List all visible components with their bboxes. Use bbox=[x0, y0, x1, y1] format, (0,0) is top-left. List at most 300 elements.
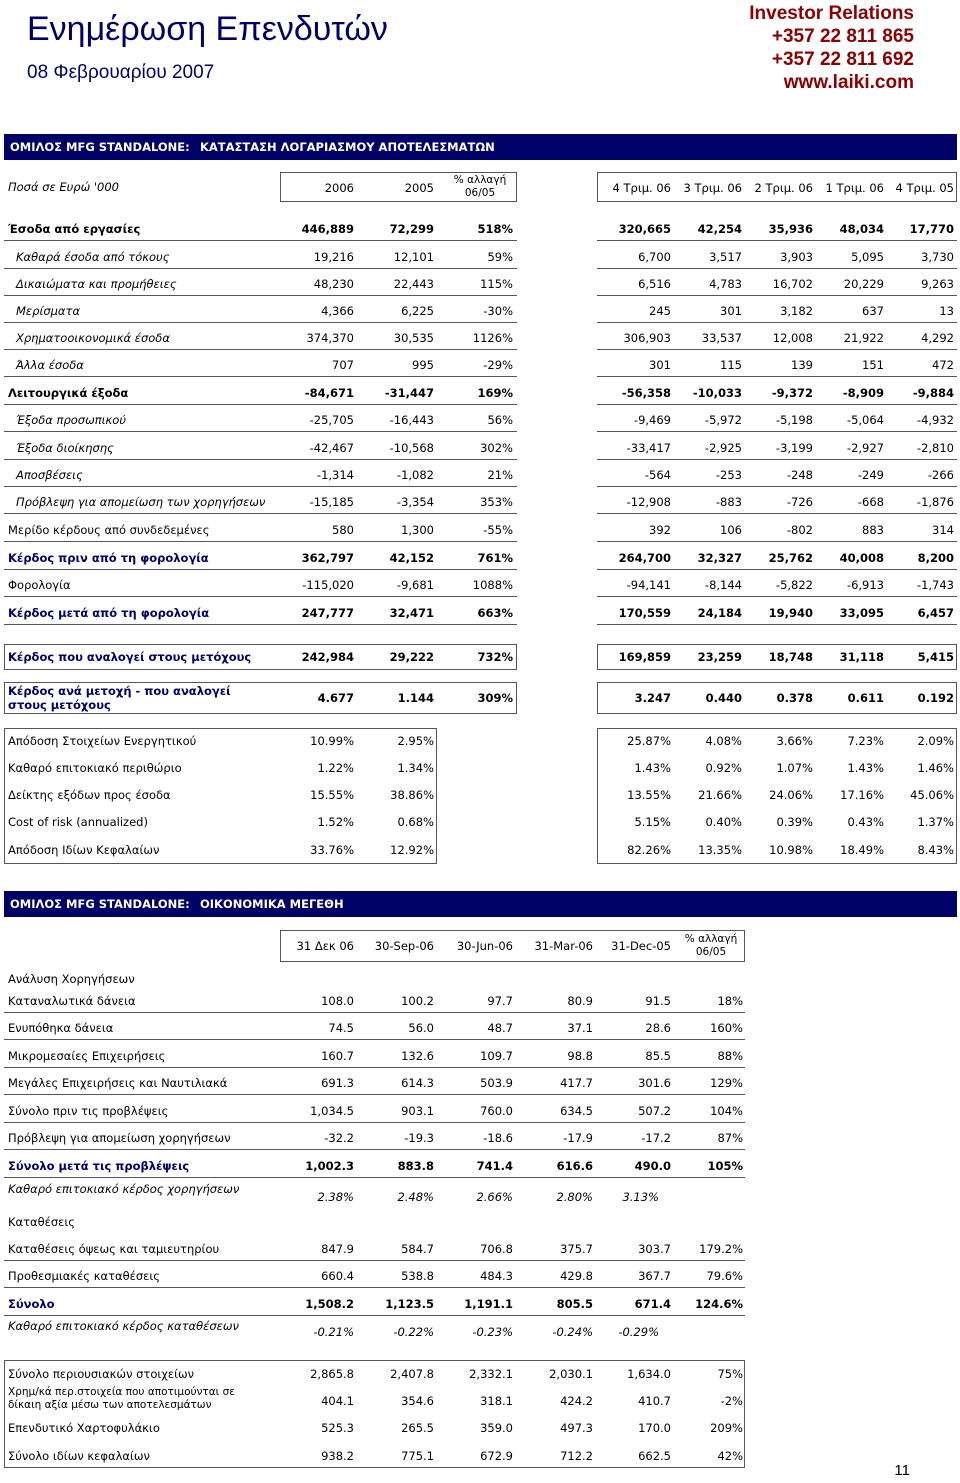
row-separator bbox=[4, 541, 517, 542]
bs-cell: 56.0 bbox=[408, 1021, 434, 1035]
attr-cell: 31,118 bbox=[839, 650, 884, 664]
bs-cell: 109.7 bbox=[480, 1049, 513, 1063]
row-separator bbox=[4, 1287, 745, 1288]
pl-cell: -883 bbox=[715, 495, 742, 509]
attr-row-label: Κέρδος που αναλογεί στους μετόχους bbox=[8, 650, 252, 664]
bs-cell: 367.7 bbox=[638, 1269, 671, 1283]
bs-cell: 760.0 bbox=[480, 1104, 513, 1118]
bs-cell: 91.5 bbox=[645, 994, 671, 1008]
ratio-cell: 8.43% bbox=[917, 843, 954, 857]
bs-col-header: 30-Sep-06 bbox=[374, 939, 434, 953]
ratio-cell: 3.66% bbox=[776, 734, 813, 748]
ratio-cell: 33.76% bbox=[310, 843, 354, 857]
ratio-cell: 82.26% bbox=[627, 843, 671, 857]
bs-other-label: Σύνολο περιουσιακών στοιχείων bbox=[8, 1367, 195, 1381]
col-header: 2005 bbox=[404, 181, 434, 195]
pl-cell: 580 bbox=[332, 523, 354, 537]
bs-other-cell: 672.9 bbox=[480, 1449, 513, 1463]
pl-cell: -5,198 bbox=[775, 413, 813, 427]
ratio-cell: 2.09% bbox=[917, 734, 954, 748]
ratio-cell: 1.52% bbox=[317, 815, 354, 829]
pl-cell: 1126% bbox=[472, 331, 513, 345]
pl-cell: 35,936 bbox=[768, 222, 813, 236]
bs-col-header-change: % αλλαγή 06/05 bbox=[684, 933, 738, 958]
bs-row-label: Ενυπόθηκα δάνεια bbox=[8, 1021, 114, 1035]
bs-other-cell: 662.5 bbox=[638, 1449, 671, 1463]
col-header: 4 Τριμ. 05 bbox=[895, 181, 954, 195]
ratio-cell: 1.34% bbox=[397, 761, 434, 775]
ratio-cell: 15.55% bbox=[310, 788, 354, 802]
row-separator bbox=[4, 596, 517, 597]
eps-cell: 309% bbox=[477, 691, 513, 705]
pl-row-label: Φορολογία bbox=[8, 578, 71, 592]
loan-margin-cell: 2.66% bbox=[476, 1190, 513, 1204]
pl-cell: 106 bbox=[720, 523, 742, 537]
ratio-cell: 1.43% bbox=[847, 761, 884, 775]
bs-cell: 104% bbox=[710, 1104, 743, 1118]
pl-cell: 707 bbox=[332, 358, 354, 372]
bs-row-label: Σύνολο bbox=[8, 1297, 55, 1311]
pl-cell: -16,443 bbox=[389, 413, 434, 427]
bs-cell: 160% bbox=[710, 1021, 743, 1035]
pl-cell: 761% bbox=[477, 551, 513, 565]
bs-other-cell: 1,634.0 bbox=[627, 1367, 671, 1381]
bs-cell: 18% bbox=[717, 994, 743, 1008]
bs-cell: 88% bbox=[717, 1049, 743, 1063]
col-header: 2 Τριμ. 06 bbox=[754, 181, 813, 195]
pl-cell: -249 bbox=[857, 468, 884, 482]
bs-cell: 87% bbox=[717, 1131, 743, 1145]
bs-cell: 847.9 bbox=[321, 1242, 354, 1256]
pl-cell: -94,141 bbox=[626, 578, 671, 592]
row-separator bbox=[597, 322, 957, 323]
pl-cell: 1,300 bbox=[401, 523, 434, 537]
pl-cell: 13 bbox=[939, 304, 954, 318]
bs-cell: 74.5 bbox=[328, 1021, 354, 1035]
pl-cell: 33,537 bbox=[701, 331, 742, 345]
bs-cell: 584.7 bbox=[401, 1242, 434, 1256]
ratio-cell: 13.55% bbox=[627, 788, 671, 802]
pl-cell: -266 bbox=[927, 468, 954, 482]
pl-cell: 12,008 bbox=[772, 331, 813, 345]
row-separator bbox=[4, 459, 517, 460]
pl-cell: 19,940 bbox=[768, 606, 813, 620]
pl-row-label: Μερίδο κέρδους από συνδεδεμένες bbox=[8, 523, 210, 537]
pl-cell: -42,467 bbox=[309, 441, 354, 455]
pl-cell: -55% bbox=[483, 523, 513, 537]
row-separator bbox=[4, 376, 517, 377]
ratio-cell: 10.99% bbox=[310, 734, 354, 748]
row-separator bbox=[597, 596, 957, 597]
bs-cell: 28.6 bbox=[645, 1021, 671, 1035]
pl-cell: -15,185 bbox=[309, 495, 354, 509]
pl-cell: 21,922 bbox=[843, 331, 884, 345]
eps-cell: 0.440 bbox=[705, 691, 742, 705]
bs-cell: -18.6 bbox=[483, 1131, 513, 1145]
bs-cell: -32.2 bbox=[324, 1131, 354, 1145]
pl-cell: 320,665 bbox=[618, 222, 671, 236]
pl-cell: 264,700 bbox=[618, 551, 671, 565]
row-separator bbox=[597, 541, 957, 542]
pl-cell: -8,909 bbox=[842, 386, 884, 400]
ratio-cell: 1.22% bbox=[317, 761, 354, 775]
pl-cell: 6,516 bbox=[638, 277, 671, 291]
bs-other-cell: 525.3 bbox=[321, 1421, 354, 1435]
row-separator bbox=[4, 431, 517, 432]
bs-cell: 883.8 bbox=[397, 1159, 434, 1173]
bs-cell: 303.7 bbox=[638, 1242, 671, 1256]
row-separator bbox=[4, 1177, 745, 1178]
page-title: Ενημέρωση Επενδυτών bbox=[27, 10, 388, 48]
pl-cell: 139 bbox=[791, 358, 813, 372]
pl-cell: 245 bbox=[649, 304, 671, 318]
pl-cell: -25,705 bbox=[309, 413, 354, 427]
row-separator bbox=[4, 1122, 745, 1123]
page-number: 11 bbox=[894, 1462, 910, 1479]
bs-cell: 671.4 bbox=[634, 1297, 671, 1311]
section-header-financial-figures bbox=[4, 891, 957, 917]
ratio-cell: 1.37% bbox=[917, 815, 954, 829]
pl-cell: -5,972 bbox=[704, 413, 742, 427]
pl-row-label: Κέρδος πριν από τη φορολογία bbox=[8, 551, 209, 565]
bs-cell: -17.9 bbox=[563, 1131, 593, 1145]
bs-row-label: Μεγάλες Επιχειρήσεις και Ναυτιλιακά bbox=[8, 1076, 228, 1090]
contact-website[interactable]: www.laiki.com bbox=[783, 72, 914, 93]
pl-cell: 392 bbox=[649, 523, 671, 537]
bs-cell: -17.2 bbox=[641, 1131, 671, 1145]
pl-cell: 663% bbox=[477, 606, 513, 620]
bs-col-header: 31-Mar-06 bbox=[534, 939, 593, 953]
bs-other-cell: 712.2 bbox=[560, 1449, 593, 1463]
row-separator bbox=[597, 569, 957, 570]
pl-cell: -668 bbox=[857, 495, 884, 509]
pl-cell: 6,225 bbox=[401, 304, 434, 318]
pl-cell: 20,229 bbox=[843, 277, 884, 291]
bs-cell: 417.7 bbox=[560, 1076, 593, 1090]
col-header: 4 Τριμ. 06 bbox=[612, 181, 671, 195]
bs-row-label: Σύνολο μετά τις προβλέψεις bbox=[8, 1159, 190, 1173]
ratio-cell: 45.06% bbox=[910, 788, 954, 802]
pl-cell: -9,681 bbox=[396, 578, 434, 592]
pl-cell: 306,903 bbox=[623, 331, 671, 345]
ratio-cell: 18.49% bbox=[840, 843, 884, 857]
bs-cell: 903.1 bbox=[401, 1104, 434, 1118]
bs-other-cell: 354.6 bbox=[401, 1394, 434, 1408]
bs-cell: 616.6 bbox=[556, 1159, 593, 1173]
row-separator bbox=[597, 349, 957, 350]
bs-cell: 48.7 bbox=[487, 1021, 513, 1035]
pl-row-label: Μερίσματα bbox=[16, 304, 81, 318]
pl-cell: 5,095 bbox=[851, 250, 884, 264]
attr-cell: 732% bbox=[477, 650, 513, 664]
bs-cell: 37.1 bbox=[567, 1021, 593, 1035]
row-separator bbox=[4, 295, 517, 296]
pl-cell: 151 bbox=[862, 358, 884, 372]
pl-cell: 1088% bbox=[472, 578, 513, 592]
col-header: 2006 bbox=[324, 181, 354, 195]
bs-cell: 97.7 bbox=[487, 994, 513, 1008]
pl-cell: 30,535 bbox=[393, 331, 434, 345]
attr-cell: 29,222 bbox=[389, 650, 434, 664]
bs-col-header: 30-Jun-06 bbox=[456, 939, 513, 953]
deposit-margin-cell: -0.29% bbox=[618, 1325, 659, 1339]
bs-row-label: Πρόβλεψη για απομείωση χορηγήσεων bbox=[8, 1131, 231, 1145]
bs-other-cell: 2,030.1 bbox=[549, 1367, 593, 1381]
bs-row-label: Προθεσμιακές καταθέσεις bbox=[8, 1269, 160, 1283]
attr-cell: 242,984 bbox=[301, 650, 354, 664]
bs-cell: 1,191.1 bbox=[464, 1297, 513, 1311]
row-separator bbox=[4, 486, 517, 487]
bs-other-label: Χρημ/κά περ.στοιχεία που αποτιμούνται σε δίκαιη αξία μέσω των αποτελεσμάτων bbox=[8, 1386, 235, 1411]
pl-cell: -12,908 bbox=[626, 495, 671, 509]
bs-other-cell: 2,332.1 bbox=[469, 1367, 513, 1381]
ratio-cell: 2.95% bbox=[397, 734, 434, 748]
bs-cell: 1,508.2 bbox=[305, 1297, 354, 1311]
pl-cell: 995 bbox=[412, 358, 434, 372]
bs-cell: 805.5 bbox=[556, 1297, 593, 1311]
pl-cell: 32,471 bbox=[389, 606, 434, 620]
ratio-cell: 17.16% bbox=[840, 788, 884, 802]
bs-cell: 108.0 bbox=[321, 994, 354, 1008]
bs-other-cell: 938.2 bbox=[321, 1449, 354, 1463]
pl-cell: -9,884 bbox=[912, 386, 954, 400]
pl-row-label: Αποσβέσεις bbox=[16, 468, 83, 482]
eps-cell: 0.192 bbox=[917, 691, 954, 705]
pl-cell: -1,082 bbox=[396, 468, 434, 482]
row-separator bbox=[597, 459, 957, 460]
contact-phone-1: +357 22 811 865 bbox=[771, 26, 914, 47]
ratio-cell: 0.40% bbox=[705, 815, 742, 829]
bs-cell: 706.8 bbox=[480, 1242, 513, 1256]
pl-row-label: Κέρδος μετά από τη φορολογία bbox=[8, 606, 210, 620]
pl-cell: 72,299 bbox=[389, 222, 434, 236]
bs-other-cell: 209% bbox=[710, 1421, 743, 1435]
deposit-margin-label: Καθαρό επιτοκιακό κέρδος καταθέσεων bbox=[8, 1319, 239, 1333]
attr-cell: 5,415 bbox=[917, 650, 954, 664]
deposit-margin-cell: -0.24% bbox=[552, 1325, 593, 1339]
pl-cell: 17,770 bbox=[909, 222, 954, 236]
bs-other-cell: 265.5 bbox=[401, 1421, 434, 1435]
ratio-row-label: Απόδοση Ιδίων Κεφαλαίων bbox=[8, 843, 160, 857]
pl-cell: 353% bbox=[480, 495, 513, 509]
bs-other-label: Σύνολο ιδίων κεφαλαίων bbox=[8, 1449, 150, 1463]
pl-cell: 21% bbox=[487, 468, 513, 482]
pl-cell: 247,777 bbox=[301, 606, 354, 620]
pl-row-label: Χρηματοοικονομικά έσοδα bbox=[16, 331, 170, 345]
deposit-margin-cell: -0.22% bbox=[393, 1325, 434, 1339]
bs-cell: 105% bbox=[707, 1159, 743, 1173]
pl-cell: -10,033 bbox=[692, 386, 742, 400]
bs-other-cell: 42% bbox=[717, 1449, 743, 1463]
pl-cell: -33,417 bbox=[626, 441, 671, 455]
row-separator bbox=[4, 1149, 745, 1150]
row-separator bbox=[4, 1012, 745, 1013]
pl-cell: 6,457 bbox=[917, 606, 954, 620]
pl-cell: 4,292 bbox=[921, 331, 954, 345]
bs-cell: 98.8 bbox=[567, 1049, 593, 1063]
pl-row-label: Καθαρά έσοδα από τόκους bbox=[16, 250, 170, 264]
pl-cell: -4,932 bbox=[916, 413, 954, 427]
bs-other-label: Επενδυτικό Χαρτοφυλάκιο bbox=[8, 1421, 160, 1435]
ratio-cell: 1.43% bbox=[634, 761, 671, 775]
eps-cell: 1.144 bbox=[397, 691, 434, 705]
pl-cell: 22,443 bbox=[393, 277, 434, 291]
pl-cell: 12,101 bbox=[393, 250, 434, 264]
pl-cell: 374,370 bbox=[306, 331, 354, 345]
row-separator bbox=[597, 513, 957, 514]
row-separator bbox=[597, 404, 957, 405]
row-separator bbox=[4, 322, 517, 323]
pl-cell: 883 bbox=[862, 523, 884, 537]
row-separator bbox=[597, 240, 957, 241]
bs-cell: 614.3 bbox=[401, 1076, 434, 1090]
bs-group-label: Καταθέσεις bbox=[8, 1215, 76, 1229]
pl-cell: -3,199 bbox=[775, 441, 813, 455]
pl-cell: 3,182 bbox=[780, 304, 813, 318]
ratio-cell: 24.06% bbox=[769, 788, 813, 802]
pl-cell: 301 bbox=[649, 358, 671, 372]
bs-other-cell: 2,407.8 bbox=[390, 1367, 434, 1381]
bs-cell: -19.3 bbox=[404, 1131, 434, 1145]
loan-margin-cell: 2.80% bbox=[556, 1190, 593, 1204]
eps-cell: 3.247 bbox=[634, 691, 671, 705]
row-separator bbox=[4, 404, 517, 405]
pl-cell: 314 bbox=[932, 523, 954, 537]
ratio-row-label: Cost of risk (annualized) bbox=[8, 815, 148, 829]
row-separator bbox=[4, 1315, 745, 1316]
bs-group-label: Ανάλυση Χορηγήσεων bbox=[8, 972, 135, 986]
pl-cell: -56,358 bbox=[621, 386, 671, 400]
ratio-row-label: Δείκτης εξόδων προς έσοδα bbox=[8, 788, 171, 802]
pl-cell: 9,263 bbox=[921, 277, 954, 291]
bs-other-cell: 170.0 bbox=[638, 1421, 671, 1435]
pl-cell: 446,889 bbox=[301, 222, 354, 236]
ratio-cell: 7.23% bbox=[847, 734, 884, 748]
bs-cell: 100.2 bbox=[401, 994, 434, 1008]
pl-cell: 48,034 bbox=[839, 222, 884, 236]
loan-margin-cell: 2.48% bbox=[397, 1190, 434, 1204]
pl-cell: 40,008 bbox=[839, 551, 884, 565]
attr-cell: 23,259 bbox=[697, 650, 742, 664]
contact-title: Investor Relations bbox=[749, 3, 914, 24]
pl-cell: 472 bbox=[932, 358, 954, 372]
ratio-cell: 21.66% bbox=[698, 788, 742, 802]
row-separator bbox=[4, 624, 517, 625]
section-header-income-statement bbox=[4, 134, 957, 160]
pl-cell: -29% bbox=[483, 358, 513, 372]
pl-cell: -6,913 bbox=[846, 578, 884, 592]
row-separator bbox=[4, 569, 517, 570]
col-header: 1 Τριμ. 06 bbox=[825, 181, 884, 195]
row-separator bbox=[4, 1067, 745, 1068]
row-separator bbox=[4, 1094, 745, 1095]
ratio-cell: 0.39% bbox=[776, 815, 813, 829]
bs-cell: 124.6% bbox=[695, 1297, 743, 1311]
ratio-cell: 25.87% bbox=[627, 734, 671, 748]
pl-cell: -253 bbox=[715, 468, 742, 482]
pl-cell: 56% bbox=[487, 413, 513, 427]
pl-cell: -5,822 bbox=[775, 578, 813, 592]
ratio-cell: 5.15% bbox=[634, 815, 671, 829]
pl-cell: 169% bbox=[477, 386, 513, 400]
deposit-margin-cell: -0.21% bbox=[313, 1325, 354, 1339]
bs-cell: 507.2 bbox=[638, 1104, 671, 1118]
pl-cell: -84,671 bbox=[304, 386, 354, 400]
row-separator bbox=[597, 376, 957, 377]
contact-block bbox=[749, 2, 914, 94]
pl-cell: -9,372 bbox=[771, 386, 813, 400]
bs-col-header: 31-Dec-05 bbox=[611, 939, 671, 953]
bs-other-cell: 75% bbox=[717, 1367, 743, 1381]
row-separator bbox=[597, 268, 957, 269]
bs-cell: 1,034.5 bbox=[310, 1104, 354, 1118]
col-header-change: % αλλαγή 06/05 bbox=[453, 174, 507, 199]
bs-other-cell: 404.1 bbox=[321, 1394, 354, 1408]
bs-other-cell: 424.2 bbox=[560, 1394, 593, 1408]
pl-cell: -248 bbox=[786, 468, 813, 482]
pl-cell: 170,559 bbox=[618, 606, 671, 620]
eps-cell: 4.677 bbox=[317, 691, 354, 705]
ratio-cell: 1.07% bbox=[776, 761, 813, 775]
eps-row-label: Κέρδος ανά μετοχή - που αναλογεί στους μετόχους bbox=[8, 684, 231, 712]
ratio-cell: 12.92% bbox=[390, 843, 434, 857]
pl-row-label: Έσοδα από εργασίες bbox=[8, 222, 141, 236]
bs-row-label: Μικρομεσαίες Επιχειρήσεις bbox=[8, 1049, 166, 1063]
pl-cell: 3,903 bbox=[780, 250, 813, 264]
bs-cell: 691.3 bbox=[321, 1076, 354, 1090]
bs-cell: 503.9 bbox=[480, 1076, 513, 1090]
bs-cell: 80.9 bbox=[567, 994, 593, 1008]
ratio-cell: 0.43% bbox=[847, 815, 884, 829]
pl-cell: 637 bbox=[862, 304, 884, 318]
bs-cell: 484.3 bbox=[480, 1269, 513, 1283]
bs-cell: 660.4 bbox=[321, 1269, 354, 1283]
row-separator bbox=[4, 513, 517, 514]
bs-cell: 85.5 bbox=[645, 1049, 671, 1063]
bs-other-cell: 410.7 bbox=[638, 1394, 671, 1408]
bs-cell: 129% bbox=[710, 1076, 743, 1090]
section-group-label: ΟΜΙΛΟΣ MFG STANDALONE: bbox=[10, 140, 190, 154]
ratio-cell: 10.98% bbox=[769, 843, 813, 857]
pl-cell: -5,064 bbox=[846, 413, 884, 427]
bs-cell: 490.0 bbox=[634, 1159, 671, 1173]
row-separator bbox=[597, 624, 957, 625]
bs-cell: 538.8 bbox=[401, 1269, 434, 1283]
pl-cell: 6,700 bbox=[638, 250, 671, 264]
bs-other-cell: -2% bbox=[720, 1394, 743, 1408]
pl-cell: 59% bbox=[487, 250, 513, 264]
pl-cell: 16,702 bbox=[772, 277, 813, 291]
bs-cell: 160.7 bbox=[321, 1049, 354, 1063]
bs-other-cell: 497.3 bbox=[560, 1421, 593, 1435]
pl-cell: -10,568 bbox=[389, 441, 434, 455]
pl-cell: -31,447 bbox=[384, 386, 434, 400]
pl-cell: 42,152 bbox=[389, 551, 434, 565]
bs-col-header: 31 Δεκ 06 bbox=[296, 939, 354, 953]
pl-cell: 3,730 bbox=[921, 250, 954, 264]
pl-cell: 4,366 bbox=[321, 304, 354, 318]
pl-cell: 25,762 bbox=[768, 551, 813, 565]
pl-cell: 362,797 bbox=[301, 551, 354, 565]
pl-cell: 8,200 bbox=[917, 551, 954, 565]
row-separator bbox=[4, 1039, 745, 1040]
row-separator bbox=[4, 1260, 745, 1261]
pl-cell: -115,020 bbox=[302, 578, 354, 592]
pl-row-label: Πρόβλεψη για απομείωση των χορηγήσεων bbox=[16, 495, 266, 509]
col-header: 3 Τριμ. 06 bbox=[683, 181, 742, 195]
bs-cell: 634.5 bbox=[560, 1104, 593, 1118]
row-separator bbox=[597, 486, 957, 487]
